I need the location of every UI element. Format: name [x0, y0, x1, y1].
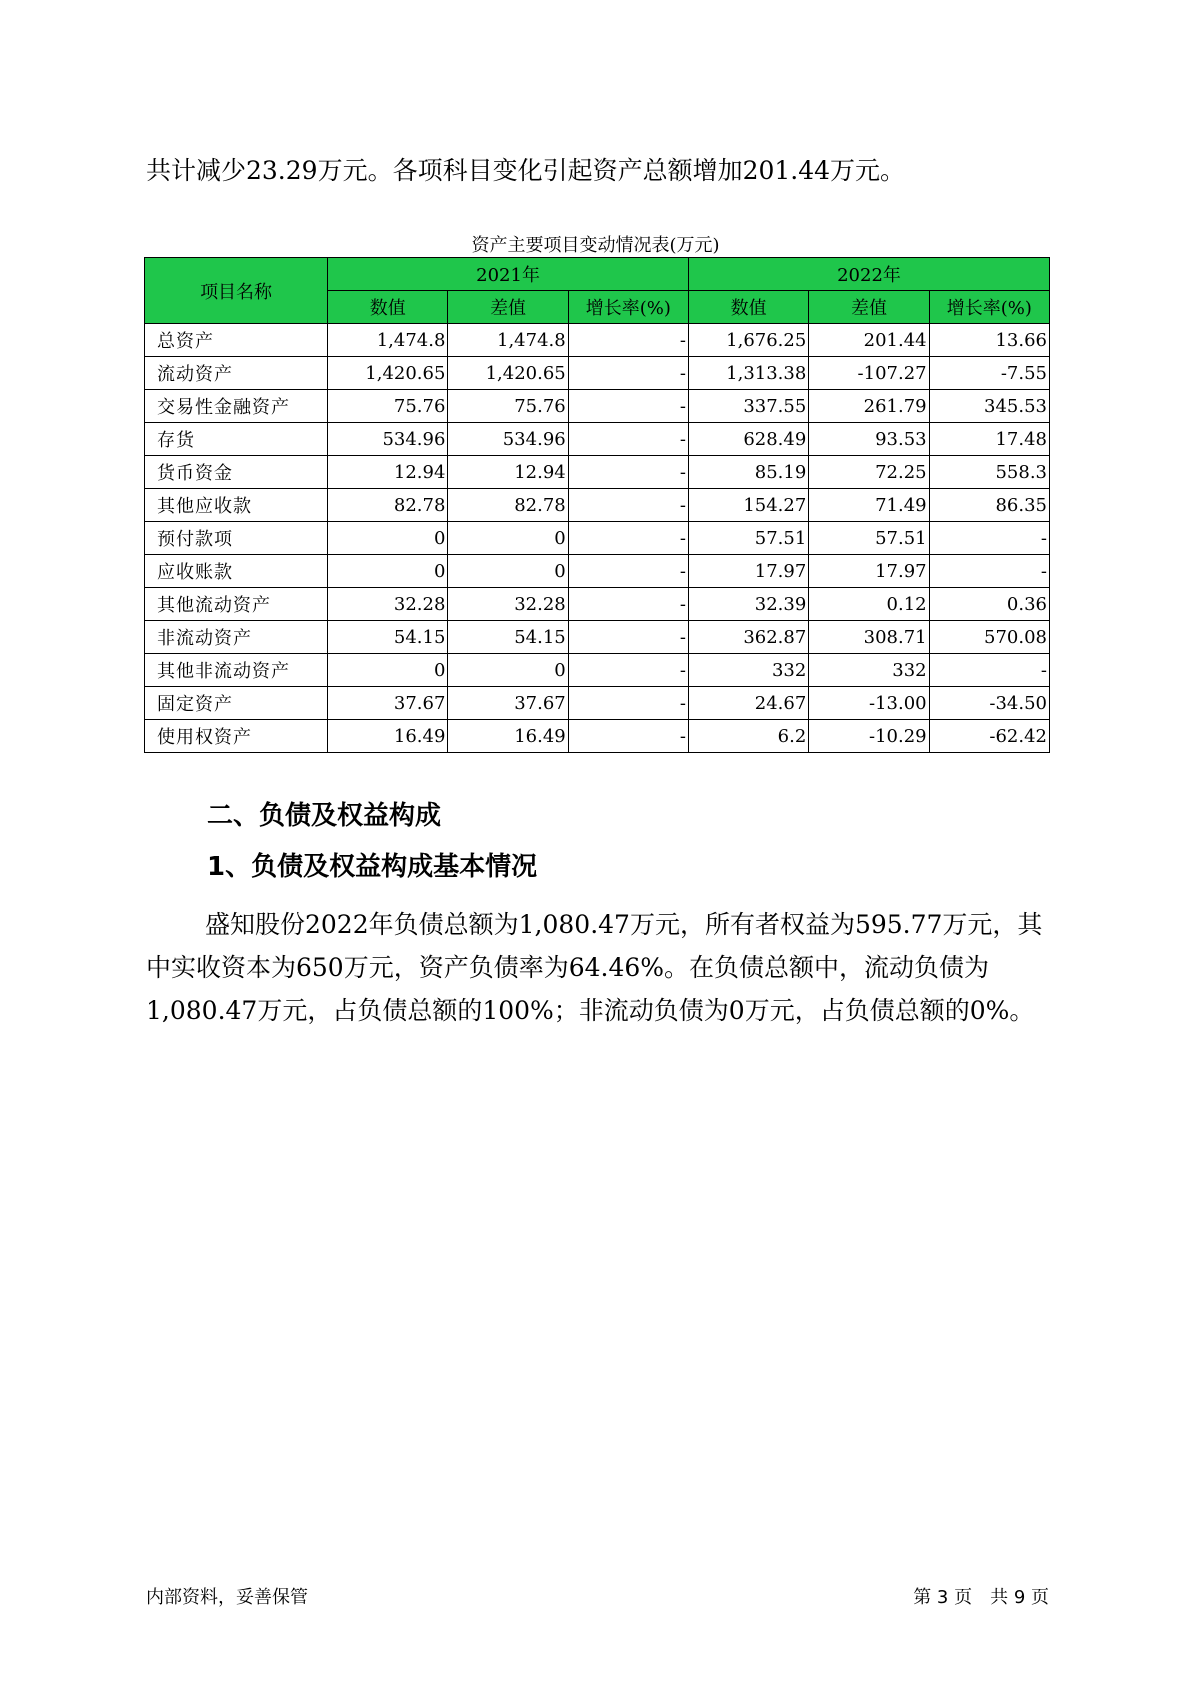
diff-2022-cell: -107.27 — [809, 357, 929, 390]
growth-2022-cell: - — [929, 555, 1049, 588]
footer-confidential: 内部资料，妥善保管 — [146, 1587, 308, 1608]
growth-2021-cell: - — [568, 489, 688, 522]
table-row — [145, 720, 1050, 753]
row-name-cell: 总资产 — [145, 324, 328, 357]
value-2021-cell: 16.49 — [328, 720, 448, 753]
diff-2022-cell: -13.00 — [809, 687, 929, 720]
value-2021-cell: 1,420.65 — [328, 357, 448, 390]
value-2021-cell: 75.76 — [328, 390, 448, 423]
table-row — [145, 390, 1050, 423]
header-growth-2021: 增长率(%) — [568, 291, 688, 324]
value-2022-cell: 362.87 — [689, 621, 809, 654]
table-body — [145, 324, 1050, 753]
diff-2021-cell: 75.76 — [448, 390, 568, 423]
growth-2021-cell: - — [568, 621, 688, 654]
value-2021-cell: 12.94 — [328, 456, 448, 489]
row-name-cell: 存货 — [145, 423, 328, 456]
value-2021-cell: 0 — [328, 555, 448, 588]
value-2022-cell: 24.67 — [689, 687, 809, 720]
growth-2021-cell: - — [568, 588, 688, 621]
header-value-2022: 数值 — [689, 291, 809, 324]
diff-2021-cell: 1,474.8 — [448, 324, 568, 357]
value-2022-cell: 1,313.38 — [689, 357, 809, 390]
row-name-cell: 其他非流动资产 — [145, 654, 328, 687]
header-diff-2021: 差值 — [448, 291, 568, 324]
growth-2021-cell: - — [568, 654, 688, 687]
table-row — [145, 555, 1050, 588]
value-2022-cell: 85.19 — [689, 456, 809, 489]
value-2021-cell: 82.78 — [328, 489, 448, 522]
value-2022-cell: 32.39 — [689, 588, 809, 621]
diff-2022-cell: 17.97 — [809, 555, 929, 588]
table-row — [145, 654, 1050, 687]
growth-2022-cell: 0.36 — [929, 588, 1049, 621]
growth-2021-cell: - — [568, 456, 688, 489]
table-row — [145, 522, 1050, 555]
subsection-heading: 1、负债及权益构成基本情况 — [207, 852, 538, 882]
growth-2022-cell: -34.50 — [929, 687, 1049, 720]
diff-2021-cell: 0 — [448, 654, 568, 687]
growth-2021-cell: - — [568, 357, 688, 390]
header-value-2021: 数值 — [328, 291, 448, 324]
growth-2021-cell: - — [568, 522, 688, 555]
diff-2021-cell: 534.96 — [448, 423, 568, 456]
diff-2022-cell: 71.49 — [809, 489, 929, 522]
growth-2022-cell: 558.3 — [929, 456, 1049, 489]
value-2022-cell: 57.51 — [689, 522, 809, 555]
header-growth-2022: 增长率(%) — [929, 291, 1049, 324]
header-item-name: 项目名称 — [145, 258, 328, 324]
value-2022-cell: 6.2 — [689, 720, 809, 753]
value-2022-cell: 628.49 — [689, 423, 809, 456]
value-2022-cell: 17.97 — [689, 555, 809, 588]
table-caption: 资产主要项目变动情况表(万元) — [471, 235, 720, 256]
growth-2022-cell: - — [929, 654, 1049, 687]
growth-2021-cell: - — [568, 390, 688, 423]
table-row — [145, 423, 1050, 456]
value-2022-cell: 1,676.25 — [689, 324, 809, 357]
diff-2022-cell: -10.29 — [809, 720, 929, 753]
table-row — [145, 456, 1050, 489]
row-name-cell: 货币资金 — [145, 456, 328, 489]
growth-2022-cell: - — [929, 522, 1049, 555]
row-name-cell: 交易性金融资产 — [145, 390, 328, 423]
growth-2022-cell: 345.53 — [929, 390, 1049, 423]
diff-2021-cell: 54.15 — [448, 621, 568, 654]
diff-2021-cell: 0 — [448, 555, 568, 588]
growth-2021-cell: - — [568, 720, 688, 753]
row-name-cell: 使用权资产 — [145, 720, 328, 753]
diff-2022-cell: 201.44 — [809, 324, 929, 357]
growth-2021-cell: - — [568, 423, 688, 456]
growth-2022-cell: -7.55 — [929, 357, 1049, 390]
diff-2021-cell: 12.94 — [448, 456, 568, 489]
growth-2022-cell: 13.66 — [929, 324, 1049, 357]
diff-2022-cell: 72.25 — [809, 456, 929, 489]
row-name-cell: 非流动资产 — [145, 621, 328, 654]
growth-2022-cell: -62.42 — [929, 720, 1049, 753]
value-2021-cell: 1,474.8 — [328, 324, 448, 357]
table-row — [145, 588, 1050, 621]
diff-2021-cell: 37.67 — [448, 687, 568, 720]
intro-paragraph: 共计减少23.29万元。各项科目变化引起资产总额增加201.44万元。 — [146, 156, 906, 185]
growth-2022-cell: 86.35 — [929, 489, 1049, 522]
value-2021-cell: 0 — [328, 654, 448, 687]
body-paragraph: 盛知股份2022年负债总额为1,080.47万元，所有者权益为595.77万元，其中实收资本为650万元，资产负债率为64.46%。在负债总额中，流动负债为1,080.47万元，占负债总额的100%；非流动负债为0万元，占负债总额的0%。 — [146, 910, 1043, 1025]
value-2021-cell: 534.96 — [328, 423, 448, 456]
table-row — [145, 357, 1050, 390]
diff-2022-cell: 308.71 — [809, 621, 929, 654]
diff-2021-cell: 16.49 — [448, 720, 568, 753]
row-name-cell: 应收账款 — [145, 555, 328, 588]
row-name-cell: 流动资产 — [145, 357, 328, 390]
growth-2021-cell: - — [568, 687, 688, 720]
row-name-cell: 固定资产 — [145, 687, 328, 720]
header-year-2021: 2021年 — [328, 258, 689, 291]
diff-2021-cell: 82.78 — [448, 489, 568, 522]
value-2022-cell: 154.27 — [689, 489, 809, 522]
growth-2022-cell: 570.08 — [929, 621, 1049, 654]
table-row — [145, 324, 1050, 357]
row-name-cell: 预付款项 — [145, 522, 328, 555]
diff-2022-cell: 93.53 — [809, 423, 929, 456]
table-row — [145, 489, 1050, 522]
table-row — [145, 687, 1050, 720]
value-2022-cell: 332 — [689, 654, 809, 687]
value-2022-cell: 337.55 — [689, 390, 809, 423]
growth-2021-cell: - — [568, 324, 688, 357]
footer-page-number: 第 3 页 共 9 页 — [913, 1587, 1049, 1608]
row-name-cell: 其他流动资产 — [145, 588, 328, 621]
diff-2021-cell: 1,420.65 — [448, 357, 568, 390]
header-diff-2022: 差值 — [809, 291, 929, 324]
diff-2022-cell: 57.51 — [809, 522, 929, 555]
asset-change-table — [144, 257, 1050, 753]
value-2021-cell: 0 — [328, 522, 448, 555]
value-2021-cell: 37.67 — [328, 687, 448, 720]
diff-2021-cell: 0 — [448, 522, 568, 555]
value-2021-cell: 32.28 — [328, 588, 448, 621]
diff-2022-cell: 332 — [809, 654, 929, 687]
growth-2021-cell: - — [568, 555, 688, 588]
header-year-2022: 2022年 — [689, 258, 1050, 291]
row-name-cell: 其他应收款 — [145, 489, 328, 522]
section-heading: 二、负债及权益构成 — [207, 801, 442, 831]
diff-2022-cell: 0.12 — [809, 588, 929, 621]
table-row — [145, 621, 1050, 654]
diff-2022-cell: 261.79 — [809, 390, 929, 423]
growth-2022-cell: 17.48 — [929, 423, 1049, 456]
value-2021-cell: 54.15 — [328, 621, 448, 654]
diff-2021-cell: 32.28 — [448, 588, 568, 621]
